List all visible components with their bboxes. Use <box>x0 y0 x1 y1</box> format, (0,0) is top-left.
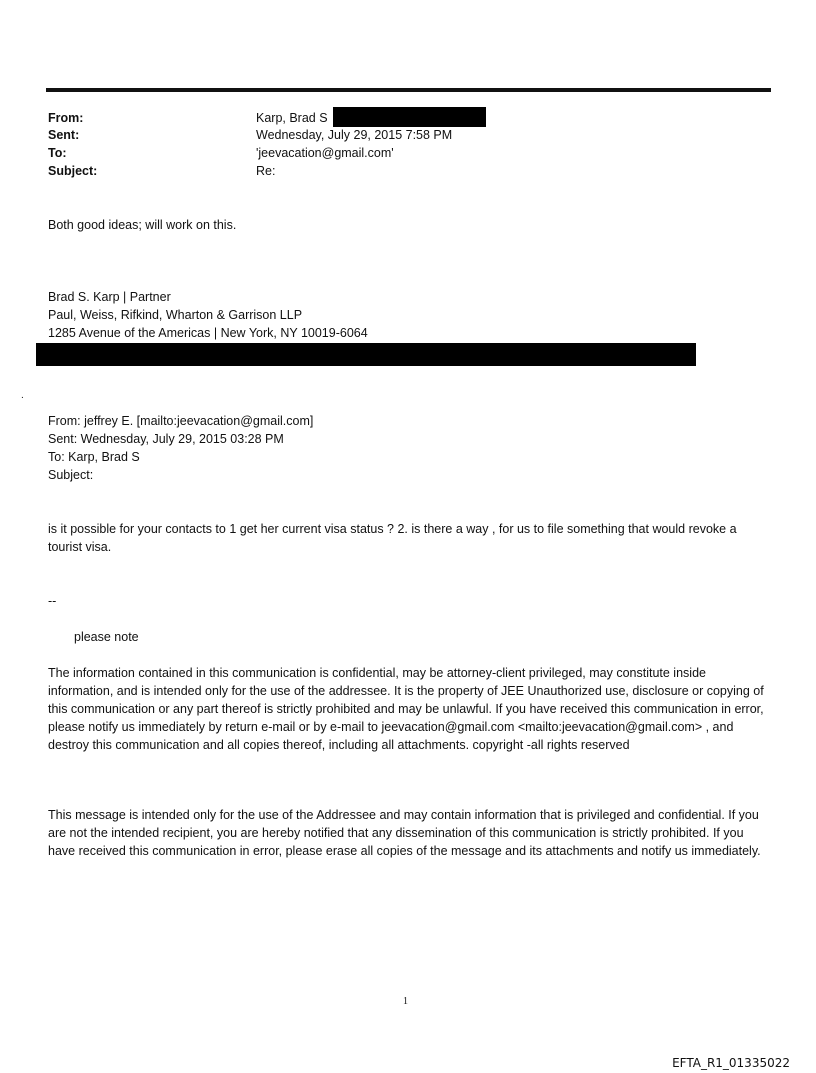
original-to: To: Karp, Brad S <box>48 450 140 464</box>
to-label: To: <box>48 146 67 160</box>
signature-address: 1285 Avenue of the Americas | New York, NY 10019-6064 <box>48 326 368 340</box>
redaction-bar-signature <box>36 343 696 366</box>
from-label: From: <box>48 111 84 125</box>
redaction-bar-email <box>333 107 486 127</box>
sent-label: Sent: <box>48 128 80 142</box>
page-number: 1 <box>403 996 408 1007</box>
please-note: please note <box>74 630 139 644</box>
subject-label: Subject: <box>48 164 98 178</box>
addressee-notice: This message is intended only for the use of the Addressee and may contain information that is privileged and confidential. If you are not the intended recipient, you are hereby notified that any dissemination of this communication is strictly prohibited. If you have received this communication in error, please erase all copies of the message and its attachments and notify us immediately. <box>48 808 761 858</box>
document-id: EFTA_R1_01335022 <box>672 1056 790 1070</box>
confidentiality-notice: The information contained in this communication is confidential, may be attorney-client privileged, may constitute inside information, and is intended only for the use of the addressee. It is the property of JEE Unauthorized use, disclosure or copying of this communication or any part thereof is strictly prohibited and may be unlawful. If you have received this communication in error, please notify us immediately by return e-mail or by e-mail to jeevacation@gmail.com <mailto:jeevacation@gmail.com> , and destroy this communication and all copies thereof, including all attachments. copyright -all rights reserved <box>48 666 764 752</box>
stray-mark: . <box>21 390 24 401</box>
subject-value: Re: <box>256 164 276 178</box>
original-from: From: jeffrey E. [mailto:jeevacation@gmail.com] <box>48 414 314 428</box>
top-rule <box>46 88 771 92</box>
signature-firm: Paul, Weiss, Rifkind, Wharton & Garrison LLP <box>48 308 303 322</box>
sent-value: Wednesday, July 29, 2015 7:58 PM <box>256 128 453 142</box>
signature-name: Brad S. Karp | Partner <box>48 290 171 304</box>
original-body: is it possible for your contacts to 1 get her current visa status ? 2. is there a way , for us to file something that would revoke a tourist visa. <box>48 522 737 554</box>
reply-body: Both good ideas; will work on this. <box>48 218 237 232</box>
original-sent: Sent: Wednesday, July 29, 2015 03:28 PM <box>48 432 284 446</box>
signature-separator: -- <box>48 594 57 608</box>
original-subject: Subject: <box>48 468 94 482</box>
to-value: 'jeevacation@gmail.com' <box>256 146 394 160</box>
from-value: Karp, Brad S <box>256 111 328 125</box>
